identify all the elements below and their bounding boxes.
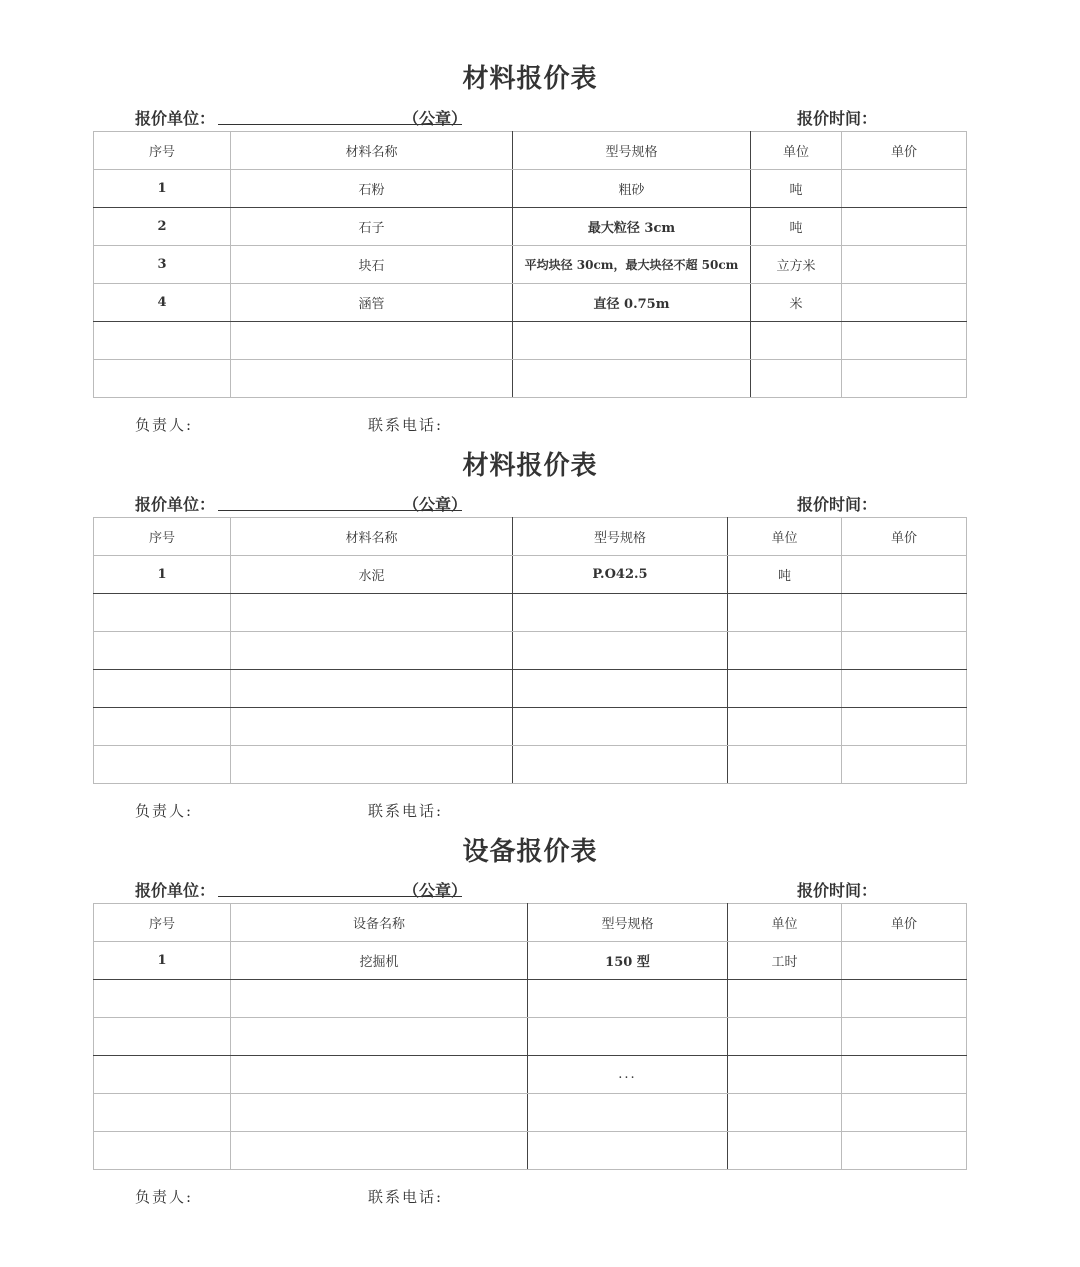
row-spec: [513, 708, 728, 746]
table3-person-label: 负责人:: [135, 1188, 194, 1206]
row-unit: 立方米: [751, 246, 842, 284]
row-spec: 最大粒径 3cm: [513, 208, 751, 246]
row-unit: [728, 670, 842, 708]
table3-header-unit: 单位: [728, 904, 842, 942]
row-index: [94, 1056, 231, 1094]
row-price[interactable]: [842, 360, 967, 398]
row-unit: [728, 980, 842, 1018]
row-spec: P.O42.5: [513, 556, 728, 594]
row-index: [94, 708, 231, 746]
row-name: [231, 322, 513, 360]
row-price[interactable]: [842, 284, 967, 322]
row-price[interactable]: [842, 632, 967, 670]
table-row: [94, 942, 967, 980]
table3-header-price: 单价: [842, 904, 967, 942]
row-unit: [728, 632, 842, 670]
row-unit: [728, 1132, 842, 1170]
row-name: 石子: [231, 208, 513, 246]
table-row: [94, 1018, 967, 1056]
table-row: [94, 170, 967, 208]
row-name: 水泥: [231, 556, 513, 594]
table1-header-row: [94, 132, 967, 170]
row-unit: [728, 708, 842, 746]
table1-header-index: 序号: [94, 132, 231, 170]
row-spec: [513, 322, 751, 360]
table3-header-name: 设备名称: [231, 904, 528, 942]
row-name: 石粉: [231, 170, 513, 208]
row-name: [231, 360, 513, 398]
table1-header-spec: 型号规格: [513, 132, 751, 170]
row-unit: 吨: [728, 556, 842, 594]
row-name: 块石: [231, 246, 513, 284]
table3-grid: [93, 903, 967, 1170]
row-spec: [513, 632, 728, 670]
row-price[interactable]: [842, 942, 967, 980]
row-price[interactable]: [842, 670, 967, 708]
ellipsis-mark: ...: [528, 1056, 728, 1094]
table1-header-unit: 单位: [751, 132, 842, 170]
row-name: [231, 708, 513, 746]
row-index: [94, 594, 231, 632]
row-unit: [728, 746, 842, 784]
table3-time-label: 报价时间：: [797, 881, 878, 900]
row-spec: [513, 670, 728, 708]
row-price[interactable]: [842, 208, 967, 246]
row-index: [94, 746, 231, 784]
row-index: 4: [94, 284, 231, 322]
table2-header-row: [94, 518, 967, 556]
row-unit: [751, 322, 842, 360]
row-price[interactable]: [842, 594, 967, 632]
row-spec: [513, 746, 728, 784]
table-row: [94, 1132, 967, 1170]
table-row: [94, 980, 967, 1018]
row-index: [94, 980, 231, 1018]
table2-title: 材料报价表: [462, 451, 598, 481]
row-spec: 150 型: [528, 942, 728, 980]
table1-header-price: 单价: [842, 132, 967, 170]
row-unit: [728, 594, 842, 632]
table-row: [94, 208, 967, 246]
table1-time-label: 报价时间：: [797, 109, 878, 128]
row-index: 1: [94, 942, 231, 980]
row-unit: [728, 1094, 842, 1132]
row-index: [94, 1132, 231, 1170]
table3-title: 设备报价表: [462, 837, 598, 867]
table2-header-spec: 型号规格: [513, 518, 728, 556]
row-price[interactable]: [842, 746, 967, 784]
row-name: [231, 746, 513, 784]
table-row: [94, 708, 967, 746]
row-name: 挖掘机: [231, 942, 528, 980]
row-name: [231, 594, 513, 632]
table-row: [94, 594, 967, 632]
row-spec: 粗砂: [513, 170, 751, 208]
row-name: [231, 1056, 528, 1094]
table2-seal-label: （公章）: [403, 495, 468, 514]
table3-header-spec: 型号规格: [528, 904, 728, 942]
table-row: [94, 632, 967, 670]
row-name: [231, 1018, 528, 1056]
row-index: [94, 360, 231, 398]
row-price[interactable]: [842, 556, 967, 594]
row-unit: 吨: [751, 208, 842, 246]
table-row: [94, 322, 967, 360]
table-row: [94, 360, 967, 398]
table2-header-name: 材料名称: [231, 518, 513, 556]
row-price[interactable]: [842, 246, 967, 284]
row-unit: [751, 360, 842, 398]
row-name: 涵管: [231, 284, 513, 322]
row-spec: [513, 594, 728, 632]
table3-unit-label: 报价单位：: [135, 881, 216, 900]
table2-phone-label: 联系电话:: [368, 802, 444, 820]
table3-phone-label: 联系电话:: [368, 1188, 444, 1206]
row-price[interactable]: [842, 170, 967, 208]
row-price[interactable]: [842, 1094, 967, 1132]
table1-person-label: 负责人:: [135, 416, 194, 434]
row-unit: 米: [751, 284, 842, 322]
row-spec: [528, 980, 728, 1018]
row-name: [231, 1094, 528, 1132]
row-unit: [728, 1018, 842, 1056]
table-row: [94, 746, 967, 784]
table1-header-name: 材料名称: [231, 132, 513, 170]
table1-grid: [93, 131, 967, 398]
table2-time-label: 报价时间：: [797, 495, 878, 514]
row-price[interactable]: [842, 1018, 967, 1056]
row-name: [231, 632, 513, 670]
table2-grid: [93, 517, 967, 784]
table2-header-price: 单价: [842, 518, 967, 556]
row-index: [94, 1094, 231, 1132]
table2-unit-label: 报价单位：: [135, 495, 216, 514]
row-index: [94, 1018, 231, 1056]
row-price[interactable]: [842, 1056, 967, 1094]
row-unit: 工时: [728, 942, 842, 980]
row-spec: [528, 1018, 728, 1056]
table3-header-row: [94, 904, 967, 942]
row-name: [231, 1132, 528, 1170]
table1-phone-label: 联系电话:: [368, 416, 444, 434]
row-price[interactable]: [842, 1132, 967, 1170]
table-row: [94, 284, 967, 322]
row-index: 3: [94, 246, 231, 284]
table-row: [94, 1094, 967, 1132]
table-row: [94, 246, 967, 284]
row-price[interactable]: [842, 708, 967, 746]
table3-seal-label: （公章）: [403, 881, 468, 900]
row-index: 1: [94, 556, 231, 594]
table-row: [94, 1056, 967, 1094]
table2-person-label: 负责人:: [135, 802, 194, 820]
row-spec: [528, 1094, 728, 1132]
row-index: [94, 322, 231, 360]
table-row: [94, 556, 967, 594]
table1-title: 材料报价表: [462, 64, 598, 94]
table2-header-index: 序号: [94, 518, 231, 556]
row-index: 2: [94, 208, 231, 246]
row-name: [231, 670, 513, 708]
row-name: [231, 980, 528, 1018]
row-spec: 直径 0.75m: [513, 284, 751, 322]
row-index: [94, 670, 231, 708]
row-unit: 吨: [751, 170, 842, 208]
row-unit: [728, 1056, 842, 1094]
table1-seal-label: （公章）: [403, 109, 468, 128]
row-spec: [513, 360, 751, 398]
table1-unit-label: 报价单位：: [135, 109, 216, 128]
table2-header-unit: 单位: [728, 518, 842, 556]
table-row: [94, 670, 967, 708]
row-index: [94, 632, 231, 670]
row-index: 1: [94, 170, 231, 208]
row-price[interactable]: [842, 322, 967, 360]
row-price[interactable]: [842, 980, 967, 1018]
table3-header-index: 序号: [94, 904, 231, 942]
row-spec: [528, 1132, 728, 1170]
row-spec: 平均块径 30cm，最大块径不超 50cm: [513, 246, 751, 284]
